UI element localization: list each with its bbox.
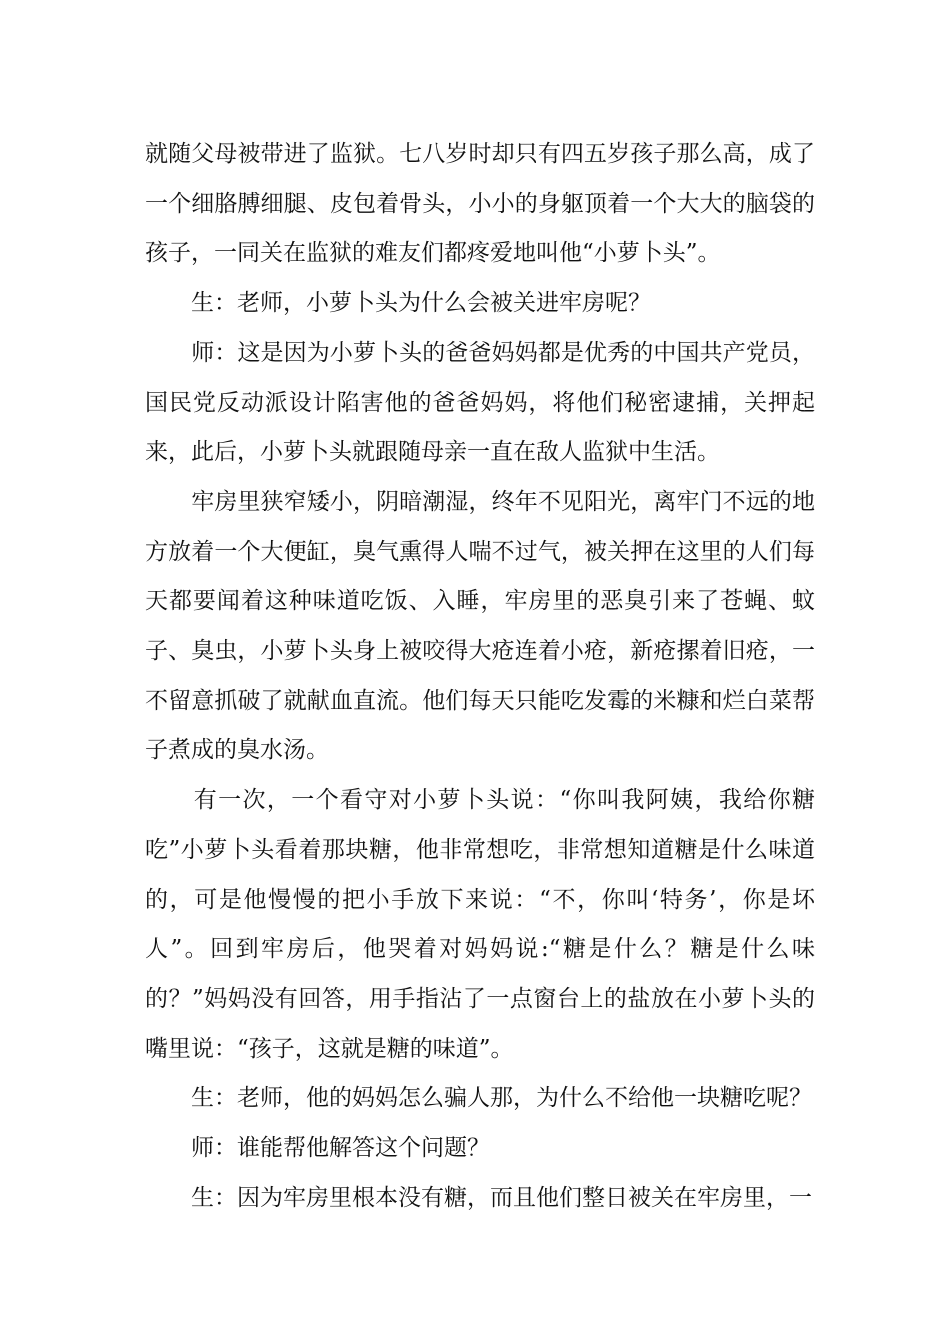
paragraph-student-question: 生：老师，小萝卜头为什么会被关进牢房呢？ <box>145 290 651 317</box>
paragraph-student-answer: 生：因为牢房里根本没有糖，而且他们整日被关在牢房里，一 <box>145 1184 812 1211</box>
paragraph-teacher-answer: 师：这是因为小萝卜头的爸爸妈妈都是优秀的中国共产党员，国民党反动派设计陷害他的爸爸妈妈，将他们秘密逮捕，关押起来，此后，小萝卜头就跟随母亲一直在敌人监狱中生活。 <box>145 339 815 466</box>
paragraph-continuation: 就随父母被带进了监狱。七八岁时却只有四五岁孩子那么高，成了一个细胳膊细腿、皮包着骨头，小小的身躯顶着一个大大的脑袋的孩子，一同关在监狱的难友们都疼爱地叫他“小萝卜头”。 <box>145 141 815 267</box>
document-body <box>145 130 815 1223</box>
paragraph-candy-story: 有一次，一个看守对小萝卜头说：“你叫我阿姨，我给你糖吃”小萝卜头看着那块糖，他非常想吃，非常想知道糖是什么味道的，可是他慢慢的把小手放下来说：“不，你叫‘特务’，你是坏人”。回到牢房后，他哭着对妈妈说:“糖是什么？糖是什么味的？”妈妈没有回答，用手指沾了一点窗台上的盐放在小萝卜头的嘴里说：“孩子，这就是糖的味道”。 <box>145 787 815 1062</box>
paragraph-teacher-prompt: 师：谁能帮他解答这个问题？ <box>145 1135 490 1162</box>
paragraph-prison-description: 牢房里狭窄矮小，阴暗潮湿，终年不见阳光，离牢门不远的地方放着一个大便缸，臭气熏得人喘不过气，被关押在这里的人们每天都要闻着这种味道吃饭、入睡，牢房里的恶臭引来了苍蝇、蚊子、臭虫，小萝卜头身上被咬得大疮连着小疮，新疮摞着旧疮，一不留意抓破了就献血直流。他们每天只能吃发霉的米糠和烂白菜帮子煮成的臭水汤。 <box>145 488 815 764</box>
paragraph-student-question-2: 生：老师，他的妈妈怎么骗人那，为什么不给他一块糖吃呢？ <box>145 1085 812 1112</box>
